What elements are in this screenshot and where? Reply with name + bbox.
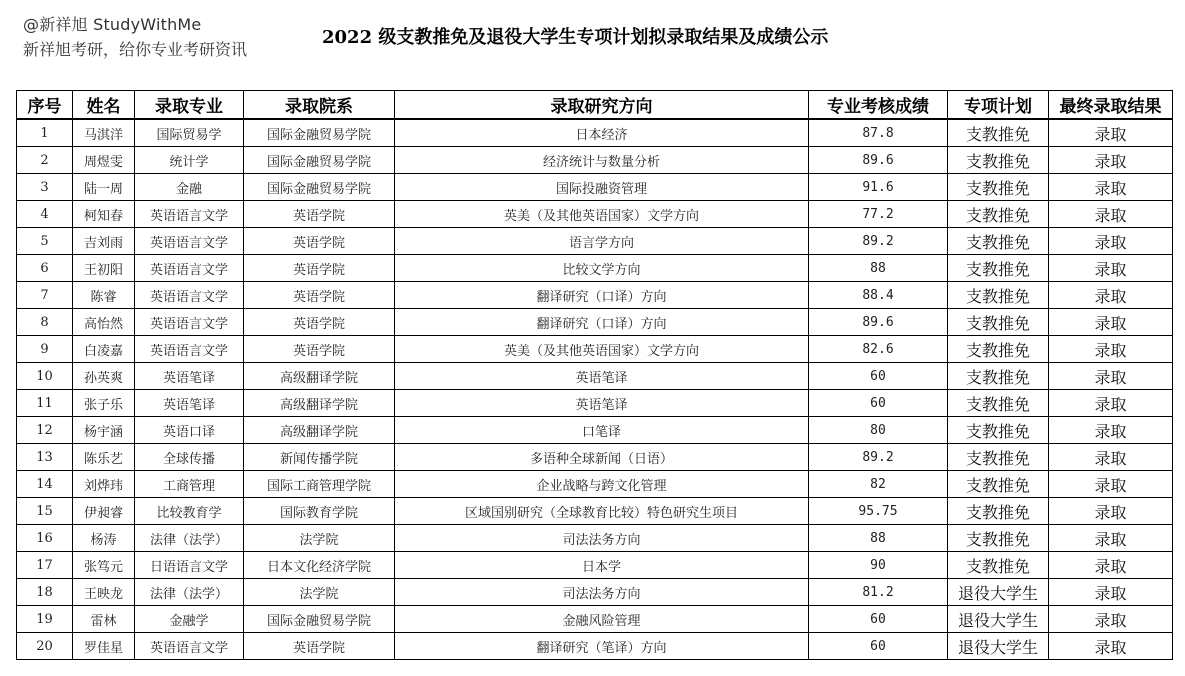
cell-plan: 支教推免 [948,201,1049,228]
cell-plan: 支教推免 [948,119,1049,147]
cell-plan: 支教推免 [948,552,1049,579]
cell-direction: 翻译研究（口译）方向 [395,309,809,336]
cell-plan: 支教推免 [948,147,1049,174]
cell-plan: 支教推免 [948,498,1049,525]
cell-major: 比较教育学 [135,498,244,525]
cell-direction: 口笔译 [395,417,809,444]
cell-result: 录取 [1049,255,1173,282]
cell-school: 日本文化经济学院 [244,552,395,579]
table-row [17,579,1173,606]
cell-name: 罗佳星 [73,633,135,660]
cell-result: 录取 [1049,363,1173,390]
cell-school: 英语学院 [244,255,395,282]
cell-score: 88.4 [809,282,948,309]
cell-score: 91.6 [809,174,948,201]
cell-direction: 日本经济 [395,119,809,147]
cell-score: 82.6 [809,336,948,363]
cell-direction: 金融风险管理 [395,606,809,633]
table-row [17,390,1173,417]
table-row [17,309,1173,336]
cell-name: 马淇洋 [73,119,135,147]
cell-school: 英语学院 [244,633,395,660]
cell-result: 录取 [1049,390,1173,417]
cell-result: 录取 [1049,174,1173,201]
cell-result: 录取 [1049,201,1173,228]
cell-result: 录取 [1049,119,1173,147]
cell-major: 英语语言文学 [135,228,244,255]
cell-score: 95.75 [809,498,948,525]
cell-score: 88 [809,525,948,552]
results-table [16,90,1173,660]
cell-index: 14 [17,471,73,498]
cell-direction: 英语笔译 [395,363,809,390]
header-direction: 录取研究方向 [395,91,809,120]
cell-score: 89.2 [809,228,948,255]
cell-name: 陆一周 [73,174,135,201]
cell-score: 81.2 [809,579,948,606]
cell-direction: 比较文学方向 [395,255,809,282]
cell-direction: 企业战略与跨文化管理 [395,471,809,498]
cell-plan: 支教推免 [948,255,1049,282]
cell-school: 国际金融贸易学院 [244,147,395,174]
cell-name: 周煜雯 [73,147,135,174]
cell-direction: 翻译研究（笔译）方向 [395,633,809,660]
cell-major: 英语语言文学 [135,282,244,309]
cell-direction: 语言学方向 [395,228,809,255]
cell-major: 统计学 [135,147,244,174]
cell-index: 1 [17,119,73,147]
cell-score: 87.8 [809,119,948,147]
cell-school: 国际金融贸易学院 [244,606,395,633]
cell-plan: 支教推免 [948,282,1049,309]
cell-school: 国际金融贸易学院 [244,174,395,201]
cell-major: 英语语言文学 [135,201,244,228]
cell-plan: 支教推免 [948,174,1049,201]
cell-school: 法学院 [244,525,395,552]
cell-school: 高级翻译学院 [244,363,395,390]
header-major: 录取专业 [135,91,244,120]
cell-major: 金融 [135,174,244,201]
cell-school: 高级翻译学院 [244,390,395,417]
watermark [23,14,247,62]
cell-score: 82 [809,471,948,498]
cell-index: 19 [17,606,73,633]
table-row [17,228,1173,255]
cell-score: 89.2 [809,444,948,471]
cell-plan: 支教推免 [948,363,1049,390]
cell-major: 英语口译 [135,417,244,444]
cell-direction: 英美（及其他英语国家）文学方向 [395,201,809,228]
cell-score: 60 [809,606,948,633]
cell-score: 89.6 [809,147,948,174]
header-result: 最终录取结果 [1049,91,1173,120]
cell-index: 8 [17,309,73,336]
table-row [17,633,1173,660]
cell-name: 吉刘雨 [73,228,135,255]
cell-index: 3 [17,174,73,201]
cell-name: 柯知春 [73,201,135,228]
cell-direction: 国际投融资管理 [395,174,809,201]
cell-result: 录取 [1049,552,1173,579]
cell-index: 5 [17,228,73,255]
cell-name: 雷林 [73,606,135,633]
cell-score: 60 [809,363,948,390]
cell-major: 英语笔译 [135,390,244,417]
cell-major: 全球传播 [135,444,244,471]
cell-major: 法律（法学） [135,525,244,552]
cell-result: 录取 [1049,417,1173,444]
cell-score: 60 [809,390,948,417]
cell-name: 王映龙 [73,579,135,606]
cell-score: 77.2 [809,201,948,228]
cell-name: 陈乐艺 [73,444,135,471]
table-row [17,525,1173,552]
header-school: 录取院系 [244,91,395,120]
cell-plan: 支教推免 [948,390,1049,417]
cell-major: 英语语言文学 [135,336,244,363]
table-row [17,336,1173,363]
cell-direction: 多语种全球新闻（日语） [395,444,809,471]
cell-direction: 司法法务方向 [395,579,809,606]
table-row [17,444,1173,471]
cell-score: 88 [809,255,948,282]
cell-major: 英语语言文学 [135,255,244,282]
table-row [17,417,1173,444]
cell-major: 法律（法学） [135,579,244,606]
cell-index: 20 [17,633,73,660]
cell-school: 英语学院 [244,336,395,363]
cell-plan: 支教推免 [948,444,1049,471]
cell-index: 18 [17,579,73,606]
cell-plan: 退役大学生 [948,579,1049,606]
cell-plan: 退役大学生 [948,633,1049,660]
cell-index: 4 [17,201,73,228]
cell-index: 13 [17,444,73,471]
header-plan: 专项计划 [948,91,1049,120]
cell-result: 录取 [1049,228,1173,255]
cell-index: 16 [17,525,73,552]
cell-index: 2 [17,147,73,174]
cell-name: 孙英爽 [73,363,135,390]
table-row [17,255,1173,282]
cell-result: 录取 [1049,309,1173,336]
cell-direction: 区域国别研究（全球教育比较）特色研究生项目 [395,498,809,525]
table-row [17,552,1173,579]
table-body [17,119,1173,660]
cell-result: 录取 [1049,147,1173,174]
header-index: 序号 [17,91,73,120]
cell-name: 白凌嘉 [73,336,135,363]
header-name: 姓名 [73,91,135,120]
header-score: 专业考核成绩 [809,91,948,120]
cell-major: 英语语言文学 [135,633,244,660]
cell-name: 张笃元 [73,552,135,579]
table-row [17,147,1173,174]
cell-result: 录取 [1049,444,1173,471]
cell-school: 国际教育学院 [244,498,395,525]
table-row [17,363,1173,390]
cell-result: 录取 [1049,282,1173,309]
cell-plan: 支教推免 [948,471,1049,498]
cell-school: 英语学院 [244,201,395,228]
cell-plan: 支教推免 [948,228,1049,255]
cell-score: 60 [809,633,948,660]
cell-school: 高级翻译学院 [244,417,395,444]
table-row [17,119,1173,147]
cell-major: 英语笔译 [135,363,244,390]
cell-major: 国际贸易学 [135,119,244,147]
cell-name: 陈睿 [73,282,135,309]
cell-major: 日语语言文学 [135,552,244,579]
cell-name: 张子乐 [73,390,135,417]
cell-index: 17 [17,552,73,579]
cell-name: 高怡然 [73,309,135,336]
cell-name: 刘烨玮 [73,471,135,498]
table-header-row [17,91,1173,120]
cell-school: 国际工商管理学院 [244,471,395,498]
cell-score: 90 [809,552,948,579]
cell-school: 英语学院 [244,228,395,255]
cell-index: 7 [17,282,73,309]
cell-index: 10 [17,363,73,390]
cell-direction: 翻译研究（口译）方向 [395,282,809,309]
cell-plan: 退役大学生 [948,606,1049,633]
cell-score: 89.6 [809,309,948,336]
cell-index: 9 [17,336,73,363]
cell-direction: 英美（及其他英语国家）文学方向 [395,336,809,363]
document-title: 2022 级支教推免及退役大学生专项计划拟录取结果及成绩公示 [322,27,829,48]
cell-major: 金融学 [135,606,244,633]
cell-result: 录取 [1049,579,1173,606]
cell-direction: 经济统计与数量分析 [395,147,809,174]
cell-major: 工商管理 [135,471,244,498]
cell-plan: 支教推免 [948,525,1049,552]
table-row [17,201,1173,228]
cell-major: 英语语言文学 [135,309,244,336]
cell-plan: 支教推免 [948,417,1049,444]
cell-result: 录取 [1049,498,1173,525]
cell-index: 11 [17,390,73,417]
cell-result: 录取 [1049,606,1173,633]
cell-school: 英语学院 [244,309,395,336]
cell-result: 录取 [1049,336,1173,363]
cell-name: 杨宇涵 [73,417,135,444]
cell-name: 王初阳 [73,255,135,282]
cell-school: 国际金融贸易学院 [244,119,395,147]
cell-score: 80 [809,417,948,444]
cell-school: 英语学院 [244,282,395,309]
cell-index: 15 [17,498,73,525]
cell-result: 录取 [1049,471,1173,498]
table-row [17,282,1173,309]
cell-direction: 日本学 [395,552,809,579]
cell-result: 录取 [1049,633,1173,660]
cell-school: 法学院 [244,579,395,606]
cell-name: 伊昶睿 [73,498,135,525]
table-row [17,606,1173,633]
watermark-handle: @新祥旭 StudyWithMe [23,15,202,34]
cell-result: 录取 [1049,525,1173,552]
cell-plan: 支教推免 [948,309,1049,336]
cell-direction: 英语笔译 [395,390,809,417]
cell-index: 6 [17,255,73,282]
cell-plan: 支教推免 [948,336,1049,363]
table-row [17,174,1173,201]
cell-index: 12 [17,417,73,444]
table-row [17,471,1173,498]
cell-name: 杨涛 [73,525,135,552]
table-row [17,498,1173,525]
cell-school: 新闻传播学院 [244,444,395,471]
watermark-tagline: 新祥旭考研，给你专业考研资讯 [23,40,248,59]
cell-direction: 司法法务方向 [395,525,809,552]
